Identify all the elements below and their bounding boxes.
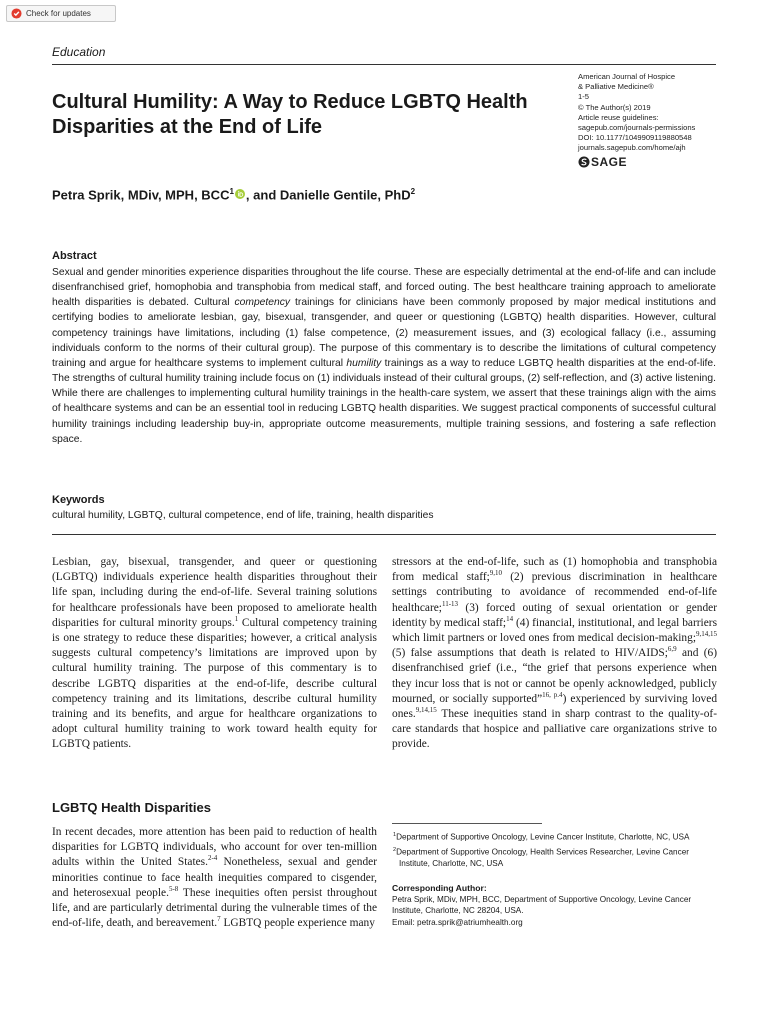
body-text: LGBTQ people experience many	[220, 917, 375, 930]
corresponding-author-heading: Corresponding Author:	[392, 883, 487, 894]
citation[interactable]: 14	[506, 615, 514, 624]
reuse-link[interactable]: sagepub.com/journals-permissions	[578, 123, 696, 133]
sage-logo	[578, 156, 728, 168]
citation[interactable]: 9,14,15	[415, 706, 437, 715]
footnote-text: Department of Supportive Oncology, Levine Cancer Institute, Charlotte, NC, USA	[396, 832, 690, 842]
check-for-updates-label: Check for updates	[26, 9, 91, 18]
abstract-emphasis: competency	[234, 297, 291, 309]
intro-paragraph	[52, 555, 377, 753]
affiliation-footnote	[392, 830, 722, 843]
article-title: Cultural Humility: A Way to Reduce LGBTQ Health Disparities at the End of Life	[52, 91, 528, 138]
footnote-number: 1	[393, 832, 397, 838]
journal-meta-line: & Palliative Medicine®	[578, 82, 654, 92]
journal-meta-line: © The Author(s) 2019	[578, 102, 651, 112]
doi-link[interactable]: DOI: 10.1177/1049909119880548	[578, 133, 692, 143]
check-updates-icon	[11, 8, 22, 19]
citation[interactable]: 16, p.4	[542, 691, 563, 700]
abstract-part: trainings as a way to reduce LGBTQ health disparities at the end-of-life. The strengths of cultural humility training include focus on (1) individuals instead of their cultural groups, (2) self-reflection, and (3) active listening. While there are challenges to implementing cultural humility trainings in the health-care system, we assert that these trainings align with the aims of healthcare systems and can be an essential tool in reducing LGBTQ health disparities. We suggest practical components of successful cultural humility trainings including leadership buy-in, appropriate outcome measurements, multiple training sessions, and fostering a safe reflection space.	[52, 357, 716, 445]
disparities-paragraph	[52, 825, 377, 931]
body-text: stressors at the end-of-life, such as (1) homophobia and transphobia from medical staff;	[392, 556, 717, 584]
body-text: These inequities often persist throughout life, and are particularly detrimental during the vulnerable times of the end-of-life, death, and bereavement.	[52, 886, 377, 930]
citation[interactable]: 1	[234, 615, 239, 624]
body-text: Nonetheless, sexual and gender minorities continue to face health inequities compared to cisgender, and heterosexual people.	[52, 856, 378, 899]
author-list	[52, 187, 415, 202]
footnote-number: 2	[393, 846, 397, 853]
citation[interactable]: 5-8	[168, 885, 179, 894]
footnote-text: Department of Supportive Oncology, Health Services Researcher, Levine Cancer Institute, Charlotte, NC, USA	[396, 847, 689, 868]
abstract-part: Sexual and gender minorities experience disparities throughout the life course. These are especially detrimental at the end-of-life and can include disenfranchised grief, homophobia and transphobia from medical staff, and forced outing. The best healthcare training approach to ameliorate health disparities is debated. Cultural	[52, 267, 716, 309]
abstract-emphasis: humility	[346, 357, 382, 369]
citation[interactable]: 11-13	[441, 599, 459, 608]
journal-meta-line: Article reuse guidelines:	[578, 112, 659, 122]
abstract-text	[52, 265, 716, 447]
keywords-heading: Keywords	[52, 494, 105, 506]
body-text: Cultural competency training is one strategy to reduce these disparities; however, a critical analysis suggests cultural competency’s limitations are improved upon by cultural humility training. The purpose of this commentary is to describe LGBTQ disparities at the end-of-life, describe cultural competency training and its limitations, describe cultural humility training and its benefits, and argue for healthcare organizations to adopt cultural humility training to work toward health equity for LGBTQ patients.	[52, 616, 377, 751]
affiliation-footnote	[392, 845, 722, 869]
body-text: (3) forced outing of sexual orientation or gender identity by medical staff;	[392, 601, 717, 629]
footnotes	[392, 830, 722, 928]
body-text: and (6) disenfranchised grief (i.e., “the grief that persons experience when they incur loss that is not or cannot be openly acknowledged, publicly mourned, or socially supported”	[392, 647, 717, 705]
affiliation-marker: 1	[229, 187, 234, 196]
footnote-rule	[392, 823, 542, 824]
sage-logo-icon	[578, 156, 590, 168]
journal-meta	[578, 72, 728, 168]
citation[interactable]: 2-4	[207, 854, 218, 863]
journal-meta-line: American Journal of Hospice	[578, 72, 676, 81]
body-text: (5) false assumptions that death is related to HIV/AIDS;	[392, 647, 668, 660]
body-text: (4) financial, institutional, and legal barriers which limit partners or loved ones from medical decision-making;	[392, 616, 717, 645]
body-text: In recent decades, more attention has been paid to reduction of health disparities for LGBTQ individuals, who account for over ten-million adults within the United States.	[52, 826, 377, 869]
abstract-rule	[52, 534, 716, 535]
stressors-paragraph	[392, 555, 717, 753]
citation[interactable]: 9,10	[489, 569, 503, 578]
body-text: Lesbian, gay, bisexual, transgender, and queer or questioning (LGBTQ) individuals experience health disparities throughout their life span, including during the end-of-life. Several training solutions for healthcare professionals have been proposed to ameliorate health disparities for cultural minority groups.	[52, 556, 377, 629]
sage-logo-text: SAGE	[591, 154, 628, 169]
author-name: Petra Sprik, MDiv, MPH, BCC	[52, 187, 230, 203]
affiliation-marker: 2	[410, 187, 416, 196]
citation[interactable]: 9,14,15	[696, 630, 717, 639]
keywords-text: cultural humility, LGBTQ, cultural competence, end of life, training, health disparities	[52, 510, 434, 521]
body-text: ) experienced by surviving loved ones.	[392, 692, 718, 721]
orcid-icon[interactable]	[235, 189, 245, 199]
citation[interactable]: 7	[217, 915, 221, 924]
author-name: Danielle Gentile, PhD	[279, 187, 411, 203]
corresponding-author-email[interactable]: Email: petra.sprik@atriumhealth.org	[392, 917, 523, 927]
body-text: These inequities stand in sharp contrast to the quality-of-care standards that hospice and palliative care organizations strive to provide.	[392, 708, 717, 751]
section-heading: LGBTQ Health Disparities	[52, 800, 211, 815]
section-label: Education	[52, 45, 106, 59]
author-joiner: , and	[245, 187, 280, 203]
check-for-updates-button[interactable]	[6, 5, 116, 22]
journal-meta-line: 1-5	[578, 92, 589, 102]
header-rule	[52, 64, 716, 65]
corresponding-author-text: Petra Sprik, MDiv, MPH, BCC, Department of Supportive Oncology, Levine Cancer Institute, Charlotte, NC 28204, USA.	[392, 895, 692, 916]
abstract-heading: Abstract	[52, 250, 97, 262]
journal-home-link[interactable]: journals.sagepub.com/home/ajh	[578, 143, 686, 153]
body-text: (2) previous discrimination in healthcare settings contributing to avoidance of recommended end-of-life healthcare;	[392, 571, 718, 614]
abstract-part: trainings for clinicians have been commonly proposed by major medical institutions and certifying bodies to ameliorate lesbian, gay, bisexual, transgender, and queer or questioning (LGBTQ) health disparities. However, cultural competency trainings have limitations, including (1) false competence, (2) measurement issues, and (3) ecological fallacy (i.e., assuming individuals conform to the norms of their cultural group). The purpose of this commentary is to describe the limitations of cultural competency training and argue for healthcare systems to implement cultural	[52, 297, 716, 369]
citation[interactable]: 6,9	[667, 645, 677, 654]
